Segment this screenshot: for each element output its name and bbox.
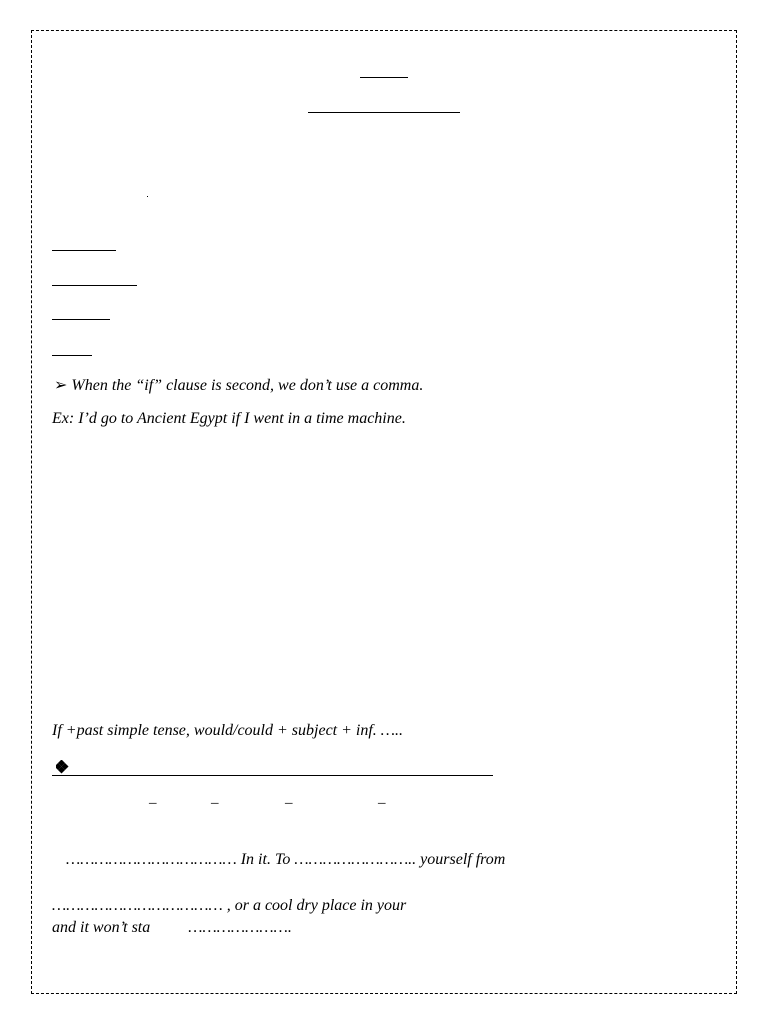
- dash-3: –: [285, 795, 293, 811]
- subtitle-underline: [308, 112, 460, 113]
- arrow-bullet-icon: ➢: [54, 377, 68, 394]
- title-underline: [360, 77, 408, 78]
- dash-2: –: [211, 795, 219, 811]
- exercise-line-3-blank: ………………….: [188, 919, 292, 936]
- example-sentence: Ex: I’d go to Ancient Egypt if I went in a time machine.: [52, 410, 406, 427]
- heading-underline-2: [52, 285, 137, 286]
- heading-underline-1: [52, 250, 116, 251]
- exercise-line-1: ……………………………… In it. To …………………….. yourself from: [66, 851, 506, 868]
- section-rule: [52, 775, 493, 776]
- stray-dot: [147, 196, 148, 197]
- page-border: [31, 30, 737, 994]
- exercise-line-2: ……………………………… , or a cool dry place in your: [52, 897, 407, 914]
- rule-note: [54, 375, 423, 395]
- formula-text: If +past simple tense, would/could + subject + inf. …..: [52, 722, 404, 739]
- dash-4: –: [378, 795, 386, 811]
- heading-underline-3: [52, 319, 110, 320]
- exercise-line-3: [52, 919, 292, 937]
- rule-text: When the “if” clause is second, we don’t use a comma.: [71, 377, 424, 394]
- dash-1: –: [149, 795, 157, 811]
- diamond-bullet-icon: [56, 760, 70, 774]
- exercise-line-3-start: and it won’t sta: [52, 919, 151, 936]
- heading-underline-4: [52, 355, 92, 356]
